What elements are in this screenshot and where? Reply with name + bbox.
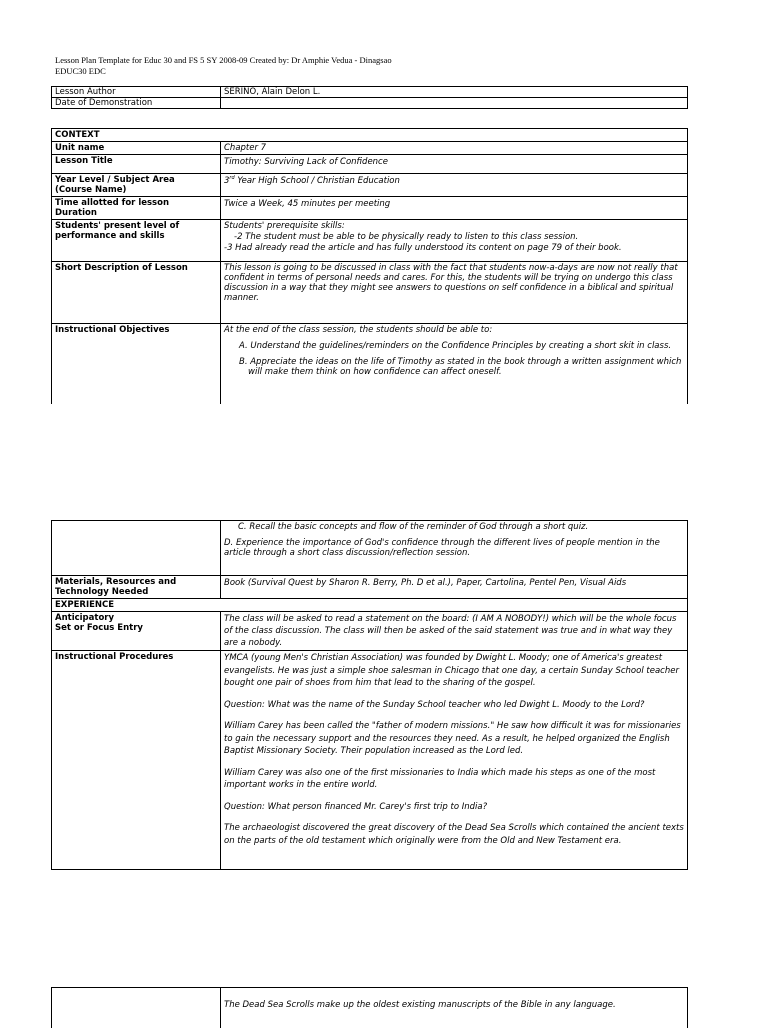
date-label: Date of Demonstration [52,98,221,109]
present-level-label-line1: Students' present level of [55,221,180,231]
objective-b: B. Appreciate the ideas on the life of Timothy as stated in the book through a written assignment which will make them think on how confidence can affect oneself. [239,357,682,377]
objective-c: C. Recall the basic concepts and flow of the reminder of God through a short quiz. [238,522,589,532]
year-level-text: Year High School / Christian Education [234,176,400,186]
page3-text: The Dead Sea Scrolls make up the oldest existing manuscripts of the Bible in any language. [221,988,688,1028]
short-description-label: Short Description of Lesson [52,262,221,324]
objectives-continued-label [52,521,221,576]
prerequisite-skill-2: -3 Had already read the article and has fully understood its content on page 79 of their book. [224,243,622,253]
materials-label-line1: Materials, Resources and [55,577,177,587]
instructional-objectives-value [221,324,688,404]
header-line-1: Lesson Plan Template for Educ 30 and FS 5 SY 2008-09 Created by: Dr Amphie Vedua - Dinagsao [55,55,392,65]
procedure-paragraph-3: William Carey has been called the "father of modern missions." He saw how difficult it was for missionaries to gain the necessary support and the resources they need. As a result, he helped organized the English Baptist Missionary Society. Their population increased as the Lord led. [224,721,681,756]
instructional-procedures-label: Instructional Procedures [52,651,221,870]
procedure-paragraph-5: Question: What person financed Mr. Carey's first trip to India? [224,801,488,812]
author-value: SERINO, Alain Delon L. [221,87,688,98]
procedure-paragraph-6: The archaeologist discovered the great discovery of the Dead Sea Scrolls which contained the ancient texts on the parts of the old testament which originally were from the Old and New Testament era. [224,823,684,846]
lesson-table-page3 [51,987,688,1028]
instructional-procedures-value [221,651,688,870]
anticipatory-value: The class will be asked to read a statement on the board: (I AM A NOBODY!) which will be the whole focus of the class discussion. The class will then be asked of the said statement was true and in what way they are a nobody. [221,612,688,651]
time-allotted-label-line1: Time allotted for lesson [55,198,170,208]
document-header [55,55,675,77]
anticipatory-label [52,612,221,651]
lesson-table-page2 [51,520,688,870]
date-value [221,98,688,109]
procedure-paragraph-1: YMCA (young Men's Christian Association) was founded by Dwight L. Moody; one of America's greatest evangelists. He was just a simple shoe salesman in Chicago that one day, a certain Sunday School teacher bought one pair of shoes from him that lead to the sharing of the gospel. [224,653,679,688]
unit-name-value: Chapter 7 [221,142,688,155]
time-allotted-label [52,197,221,220]
lesson-title-label: Lesson Title [52,155,221,174]
objective-a: A. Understand the guidelines/reminders on the Confidence Principles by creating a short skit in class. [239,341,672,351]
context-heading: CONTEXT [52,129,688,142]
info-table [51,86,688,109]
unit-name-label: Unit name [52,142,221,155]
time-allotted-value: Twice a Week, 45 minutes per meeting [221,197,688,220]
instructional-objectives-label: Instructional Objectives [52,324,221,404]
context-table [51,128,688,404]
year-level-suffix: rd [229,175,235,182]
year-level-number: 3 [224,176,230,186]
materials-value: Book (Survival Quest by Sharon R. Berry, Ph. D et al.), Paper, Cartolina, Pentel Pen, Visual Aids [221,576,688,599]
materials-label [52,576,221,599]
objective-d: D. Experience the importance of God's confidence through the different lives of people mention in the article through a short class discussion/reflection session. [224,538,660,558]
materials-label-line2: Technology Needed [55,587,149,597]
procedure-paragraph-2: Question: What was the name of the Sunday School teacher who led Dwight L. Moody to the Lord? [224,699,645,710]
lesson-title-value: Timothy: Surviving Lack of Confidence [221,155,688,174]
anticipatory-label-line1: Anticipatory [55,613,115,623]
year-level-label-line2: (Course Name) [55,185,127,195]
short-description-value: This lesson is going to be discussed in class with the fact that students now-a-days are now not really that confident in terms of personal needs and cares. For this, the students will be trying on undergo this class discussion in a way that they might see answers to questions on self confidence in a biblical and spiritual manner. [221,262,688,324]
objectives-intro: At the end of the class session, the students should be able to: [224,325,493,335]
procedure-paragraph-4: William Carey was also one of the first missionaries to India which made his steps as one of the most important works in the entire world. [224,767,656,790]
time-allotted-label-line2: Duration [55,208,97,218]
present-level-label [52,220,221,262]
year-level-label-line1: Year Level / Subject Area [55,175,175,185]
page3-label-cell [52,988,221,1028]
present-level-label-line2: performance and skills [55,231,165,241]
anticipatory-label-line2: Set or Focus Entry [55,623,143,633]
year-level-value [221,174,688,197]
objectives-continued-value [221,521,688,576]
author-label: Lesson Author [52,87,221,98]
present-level-value [221,220,688,262]
header-line-2: EDUC30 EDC [55,66,106,76]
year-level-label [52,174,221,197]
experience-heading: EXPERIENCE [52,599,688,612]
prerequisite-heading: Students' prerequisite skills: [224,221,345,231]
prerequisite-skill-1: -2 The student must be able to be physically ready to listen to this class session. [234,232,579,242]
